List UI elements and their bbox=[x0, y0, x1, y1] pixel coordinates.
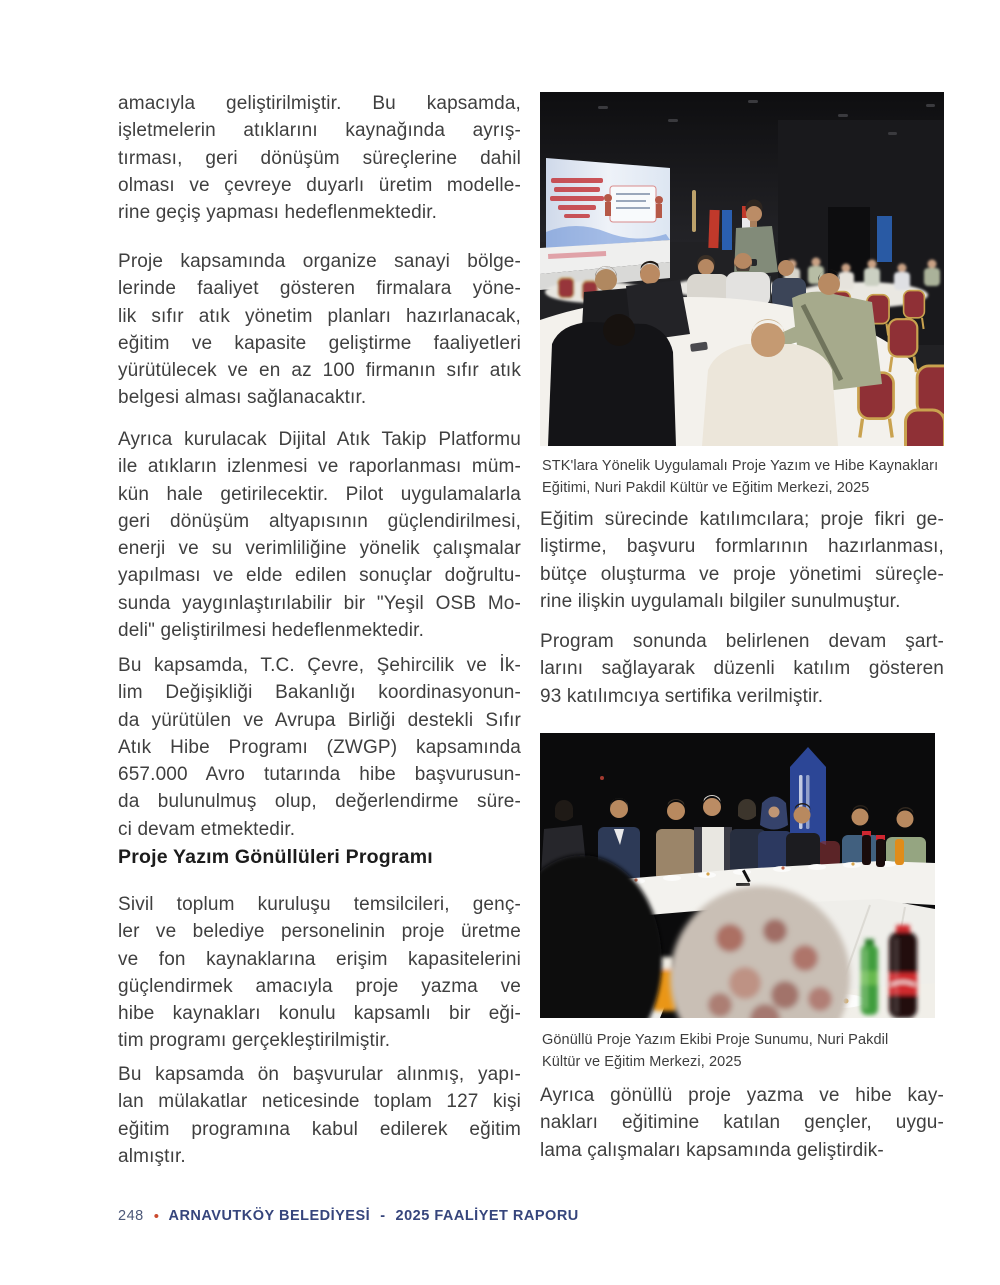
text-line: bütçe oluşturma ve proje yönetimi süreçle- bbox=[540, 563, 944, 585]
footer-separator: - bbox=[380, 1208, 386, 1224]
text-line: ler ve belediye personelinin proje üretme bbox=[118, 921, 521, 943]
footer-bullet-icon: • bbox=[153, 1207, 160, 1225]
text-line: olması ve çevreye duyarlı üretim modelle- bbox=[118, 174, 521, 196]
page-number: 248 bbox=[118, 1208, 144, 1224]
text-line: belgesi alması sağlanacaktır. bbox=[118, 387, 367, 409]
text-line: nakları eğitimine katılan gençler, uygu- bbox=[540, 1112, 944, 1134]
wall-light-strip bbox=[692, 190, 696, 232]
text-line: Ayrıca kurulacak Dijital Atık Takip Platformu bbox=[118, 429, 521, 450]
text-line: deli" geliştirilmesi hedeflenmektedir. bbox=[118, 620, 425, 642]
text-line: Bu kapsamda ön başvurular alınmış, yapı- bbox=[118, 1064, 521, 1085]
text-line: Program sonunda belirlenen devam şart- bbox=[540, 631, 944, 652]
section-heading: Proje Yazım Gönüllüleri Programı bbox=[118, 846, 433, 868]
text-line: rine ilişkin uygulamalı bilgiler sunulmuştur. bbox=[540, 590, 901, 612]
text-line: lim Değişikliği Bakanlığı koordinasyonun- bbox=[118, 682, 521, 704]
body-paragraph-5 bbox=[118, 891, 521, 1055]
text-line: 657.000 Avro tutarında hibe başvurusun- bbox=[118, 764, 521, 786]
text-line: lerinde faaliyet gösteren firmalara yöne- bbox=[118, 278, 521, 300]
body-paragraph-6 bbox=[118, 1061, 521, 1170]
photo-stk-training-event bbox=[540, 92, 944, 446]
photo-caption-1 bbox=[542, 456, 944, 499]
text-line: da yürütülen ve Avrupa Birliği destekli Sıfır bbox=[118, 709, 521, 731]
text-line: güçlendirmek amacıyla proje yazma ve bbox=[118, 975, 521, 997]
footer-report-title: 2025 FAALİYET RAPORU bbox=[395, 1208, 579, 1224]
text-line: STK'lara Yönelik Uygulamalı Proje Yazım ve Hibe Kaynakları bbox=[542, 458, 939, 474]
text-line: ve fon kaynaklarına erişim kapasitelerini bbox=[118, 948, 521, 970]
text-line: da bulunulmuş olup, değerlendirme süre- bbox=[118, 791, 521, 813]
text-line: Eğitim sürecinde katılımcılara; proje fikri ge- bbox=[540, 509, 944, 530]
text-line: sunda yaygınlaştırılabilir bir "Yeşil OSB Mo- bbox=[118, 592, 521, 614]
page-footer bbox=[118, 1206, 579, 1226]
text-line: yapılması ve elde edilen sonuçlar doğrultu- bbox=[118, 565, 521, 587]
photo-volunteer-presentation bbox=[540, 733, 935, 1018]
text-line: Kültür ve Eğitim Merkezi, 2025 bbox=[542, 1053, 742, 1070]
text-line: rine geçiş yapması hedeflenmektedir. bbox=[118, 202, 438, 224]
text-line: ile atıkların izlenmesi ve raporlanması müm- bbox=[118, 456, 521, 478]
text-line: Ayrıca gönüllü proje yazma ve hibe kay- bbox=[540, 1085, 944, 1106]
cola-bottle bbox=[889, 925, 917, 1018]
projection-screen bbox=[546, 158, 670, 248]
text-line: tırması, geri dönüşüm süreçlerine dahil bbox=[118, 147, 521, 169]
sprite-bottle bbox=[861, 939, 878, 1015]
photo-caption-2 bbox=[542, 1030, 944, 1073]
body-paragraph-r3 bbox=[540, 1082, 944, 1164]
text-line: ci devam etmektedir. bbox=[118, 818, 296, 840]
text-line: eğitim ve kapasite geliştirme faaliyetleri bbox=[118, 332, 521, 354]
text-line: geri dönüşüm altyapısının güçlendirilmesi, bbox=[118, 510, 521, 532]
screen-illustration bbox=[604, 186, 663, 222]
body-paragraph-4 bbox=[118, 652, 521, 843]
text-line: enerji ve su verimliliğine yönelik çalışmalar bbox=[118, 538, 521, 560]
text-line: larını sağlayarak düzenli katılım gösteren bbox=[540, 658, 944, 680]
text-line: Eğitimi, Nuri Pakdil Kültür ve Eğitim Merkezi, 2025 bbox=[542, 479, 870, 496]
text-line: liştirme, başvuru formlarının hazırlanması, bbox=[540, 536, 944, 558]
text-line: tim programı gerçekleştirilmiştir. bbox=[118, 1030, 391, 1052]
text-line: Proje kapsamında organize sanayi bölge- bbox=[118, 251, 521, 272]
body-paragraph-r1 bbox=[540, 506, 944, 615]
text-line: işletmelerin atıklarını kaynağında ayrış- bbox=[118, 120, 521, 142]
text-line: amacıyla geliştirilmiştir. Bu kapsamda, bbox=[118, 93, 521, 114]
exit-light-icon bbox=[600, 776, 604, 780]
body-paragraph-3 bbox=[118, 426, 521, 644]
text-line: lama çalışmaları kapsamında geliştirdik- bbox=[540, 1139, 884, 1161]
text-line: yürütülecek ve en az 100 firmanın sıfır atık bbox=[118, 360, 521, 382]
municipality-banner bbox=[790, 747, 826, 845]
body-paragraph-1 bbox=[118, 90, 521, 226]
text-line: Bu kapsamda, T.C. Çevre, Şehircilik ve İk- bbox=[118, 655, 521, 676]
text-line: Gönüllü Proje Yazım Ekibi Proje Sunumu, Nuri Pakdil bbox=[542, 1032, 889, 1048]
text-line: 93 katılımcıya sertifika verilmiştir. bbox=[540, 685, 824, 707]
footer-municipality-name: ARNAVUTKÖY BELEDİYESİ bbox=[168, 1208, 371, 1224]
text-line: eğitim programına kabul edilerek eğitim bbox=[118, 1118, 521, 1140]
text-line: Sivil toplum kuruluşu temsilcileri, genç- bbox=[118, 894, 521, 915]
text-line: almıştır. bbox=[118, 1145, 186, 1167]
text-line: lik sıfır atık yönetim planları hazırlanacak, bbox=[118, 305, 521, 327]
text-line: lan mülakatlar neticesinde toplam 127 kişi bbox=[118, 1091, 521, 1113]
text-line: Atık Hibe Programı (ZWGP) kapsamında bbox=[118, 736, 521, 758]
body-paragraph-2 bbox=[118, 248, 521, 412]
text-line: hibe kaynakları konulu kapsamlı bir eği- bbox=[118, 1003, 521, 1025]
text-line: kün hale getirilecektir. Pilot uygulamalarla bbox=[118, 483, 521, 505]
body-paragraph-r2 bbox=[540, 628, 944, 710]
